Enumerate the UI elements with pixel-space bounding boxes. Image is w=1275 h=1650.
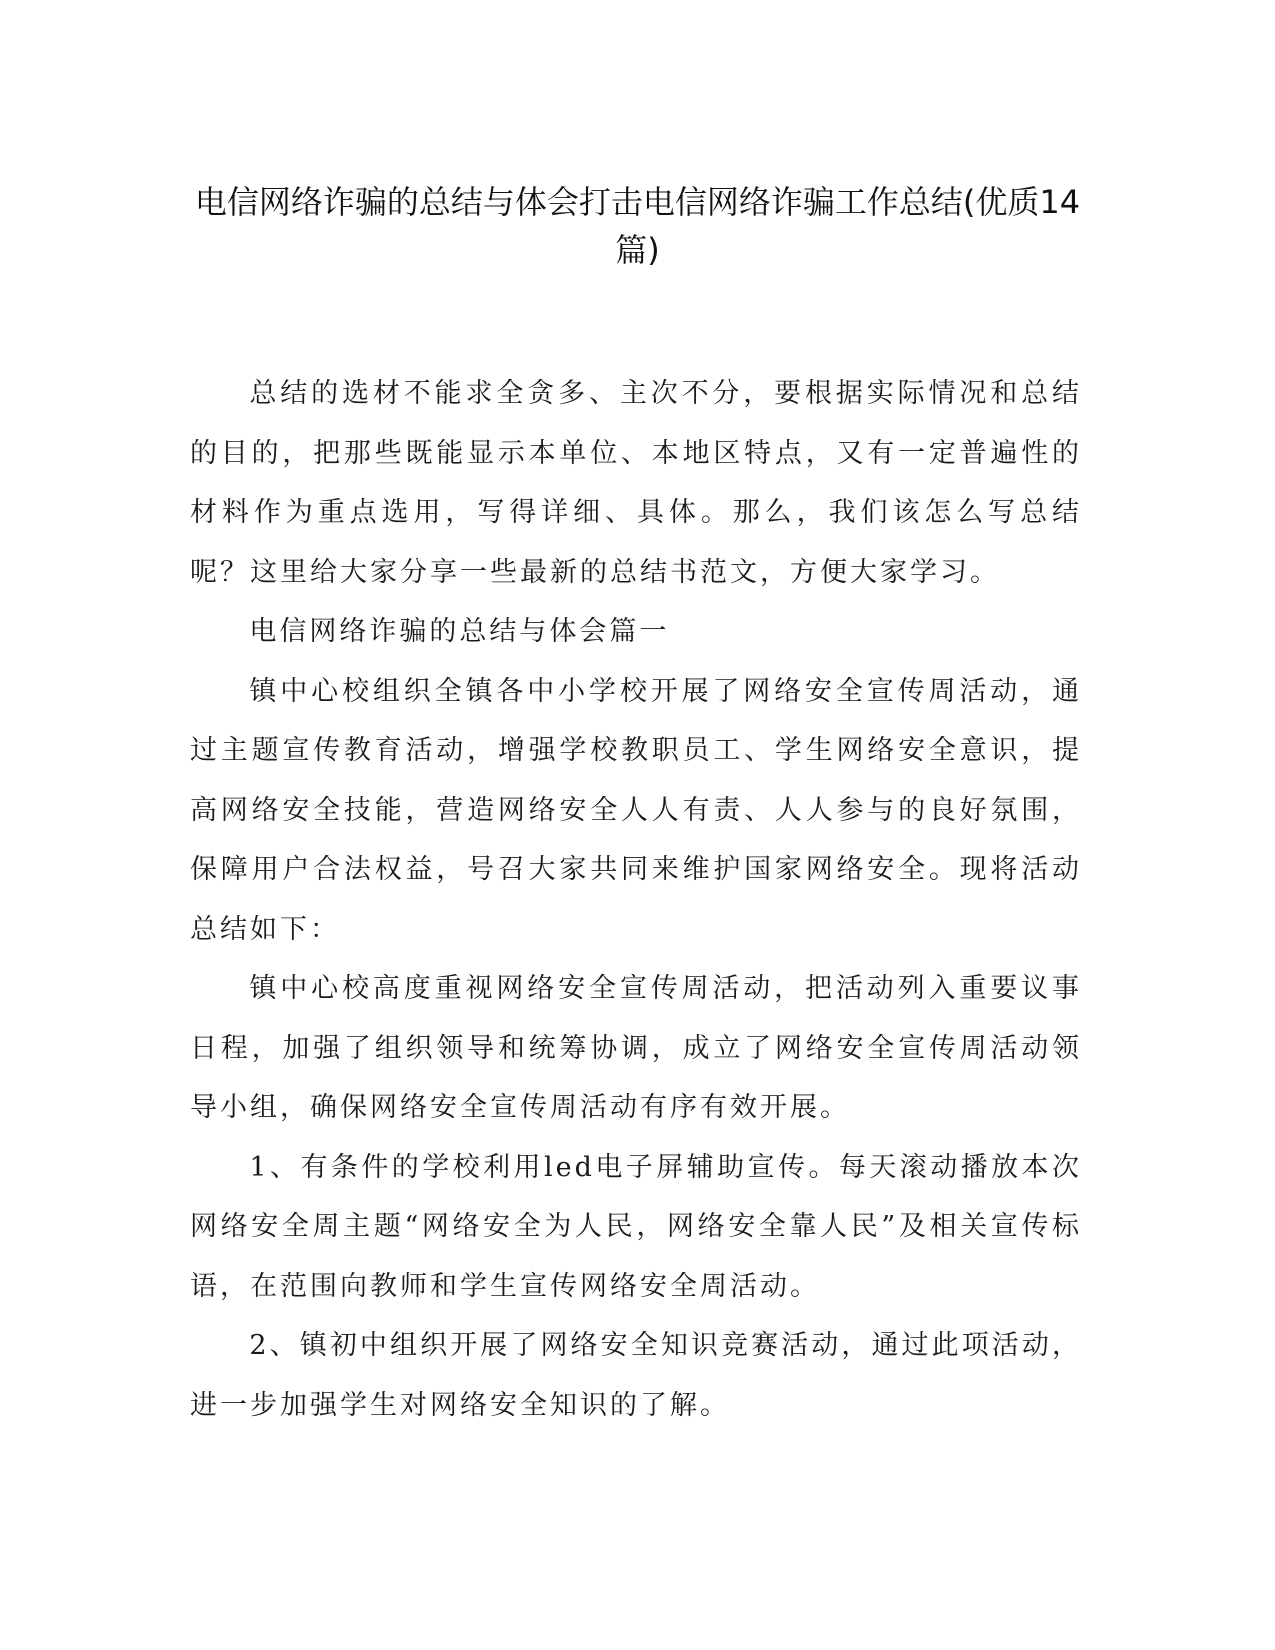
- paragraph-intro: 总结的选材不能求全贪多、主次不分，要根据实际情况和总结的目的，把那些既能显示本单位、本地区特点，又有一定普遍性的材料作为重点选用，写得详细、具体。那么，我们该怎么写总结呢？这里给大家分享一些最新的总结书范文，方便大家学习。: [190, 378, 1082, 588]
- paragraph-item-1: 1、有条件的学校利用led电子屏辅助宣传。每天滚动播放本次网络安全周主题“网络安全为人民，网络安全靠人民”及相关宣传标语，在范围向教师和学生宣传网络安全周活动。: [190, 1151, 1082, 1302]
- paragraph-activity-overview: 镇中心校组织全镇各中小学校开展了网络安全宣传周活动，通过主题宣传教育活动，增强学校教职员工、学生网络安全意识，提高网络安全技能，营造网络安全人人有责、人人参与的良好氛围，保障用户合法权益，号召大家共同来维护国家网络安全。现将活动总结如下：: [190, 675, 1082, 945]
- document-title: 电信网络诈骗的总结与体会打击电信网络诈骗工作总结(优质14篇): [194, 183, 1081, 269]
- document-body: [190, 364, 1082, 1435]
- paragraph-item-2: 2、镇初中组织开展了网络安全知识竞赛活动，通过此项活动，进一步加强学生对网络安全知识的了解。: [190, 1330, 1082, 1421]
- paragraph-leadership: 镇中心校高度重视网络安全宣传周活动，把活动列入重要议事日程，加强了组织领导和统筹协调，成立了网络安全宣传周活动领导小组，确保网络安全宣传周活动有序有效开展。: [190, 973, 1082, 1123]
- section-heading-1: 电信网络诈骗的总结与体会篇一: [249, 616, 670, 647]
